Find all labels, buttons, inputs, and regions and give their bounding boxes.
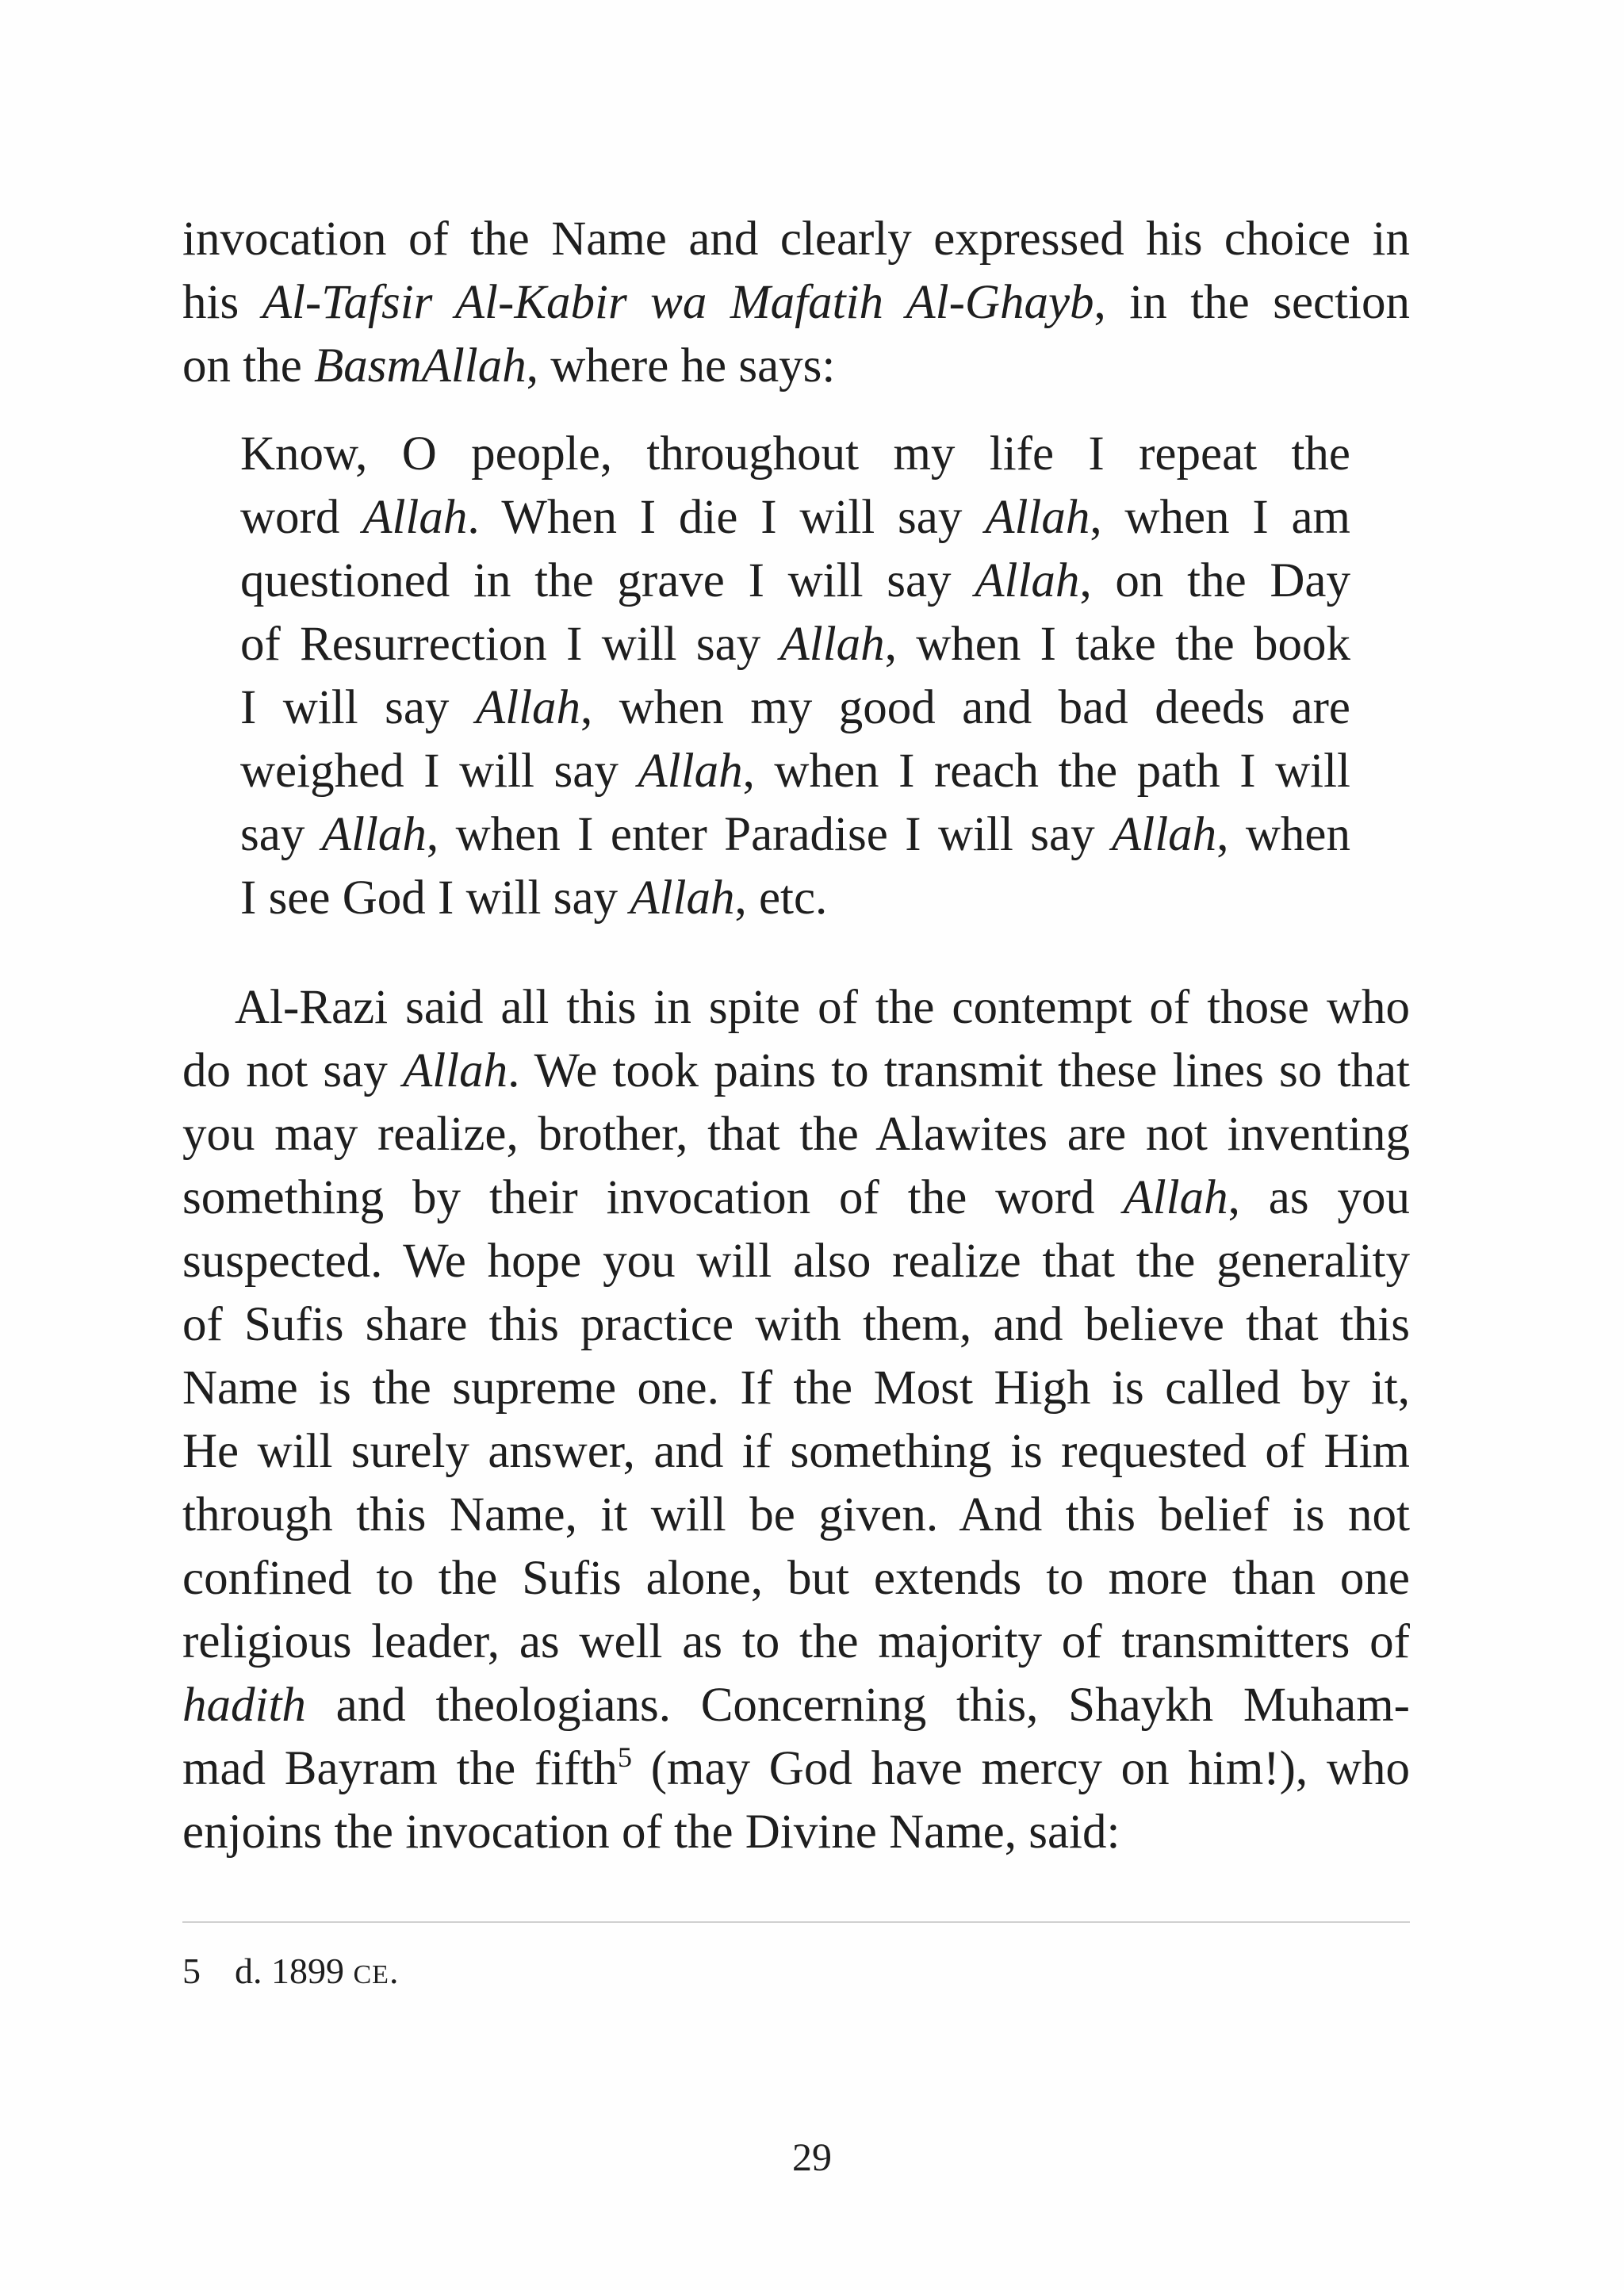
footnote-text: d. 1899: [235, 1951, 354, 1991]
text-line: religious leader, as well as to the majority of transmitters of: [182, 1615, 1410, 1668]
term-italic: BasmAllah: [314, 339, 527, 393]
quote-line: of Resurrection I will say Allah, when I take the book: [240, 618, 1350, 671]
book-title: Al-Tafsir Al-Kabir wa Mafatih Al-Ghayb: [262, 276, 1094, 329]
text-line: on the BasmAllah, where he says:: [182, 339, 836, 393]
quote-line: I see God I will say Allah, etc.: [240, 871, 828, 925]
footnote-era: CE: [353, 1960, 389, 1989]
quote-line: questioned in the grave I will say Allah, on the Day: [240, 554, 1350, 607]
text-line: through this Name, it will be given. And this belief is not: [182, 1488, 1410, 1541]
text-line: mad Bayram the fifth$^5$ (may God have mercy on him!), who: [182, 1741, 1410, 1795]
footnote-number: 5: [182, 1951, 201, 1991]
text-line: do not say Allah. We took pains to transmit these lines so that: [182, 1044, 1410, 1097]
text-line: confined to the Sufis alone, but extends to more than one: [182, 1552, 1410, 1605]
quote-line: word Allah. When I die I will say Allah, when I am: [240, 491, 1351, 544]
footnote-divider: [182, 1921, 1410, 1923]
text-line: He will surely answer, and if something is requested of Him: [182, 1425, 1410, 1478]
quote-line: weighed I will say Allah, when I reach the path I will: [240, 745, 1351, 798]
block-quote: [240, 423, 1350, 930]
footnote-marker[interactable]: 5: [617, 1741, 632, 1773]
quote-line: Know, O people, throughout my life I repeat the: [240, 427, 1350, 481]
text-line: enjoins the invocation of the Divine Name, said:: [182, 1806, 1120, 1859]
quote-line: I will say Allah, when my good and bad deeds are: [240, 681, 1351, 734]
text-line: hadith and theologians. Concerning this, Shaykh Muham-: [182, 1679, 1410, 1732]
text-line: invocation of the Name and clearly expressed his choice in: [182, 213, 1410, 266]
text-line: Name is the supreme one. If the Most High is called by it,: [182, 1361, 1410, 1415]
page-number: 29: [792, 2135, 832, 2179]
footnote: 5 d. 1899 CE.: [182, 1947, 398, 1999]
text-line: suspected. We hope you will also realize that the generality: [182, 1235, 1410, 1288]
text-line: something by their invocation of the word Allah, as you: [182, 1171, 1410, 1224]
body-paragraph: [182, 976, 1410, 1864]
text-line: you may realize, brother, that the Alawites are not inventing: [182, 1108, 1410, 1161]
text-line: Al-Razi said all this in spite of the contempt of those who: [235, 981, 1410, 1034]
text-line: his Al-Tafsir Al-Kabir wa Mafatih Al-Ghayb, in the section: [182, 276, 1411, 329]
text-line: of Sufis share this practice with them, and believe that this: [182, 1298, 1410, 1351]
quote-line: say Allah, when I enter Paradise I will say Allah, when: [240, 808, 1350, 861]
intro-paragraph: [182, 208, 1410, 398]
